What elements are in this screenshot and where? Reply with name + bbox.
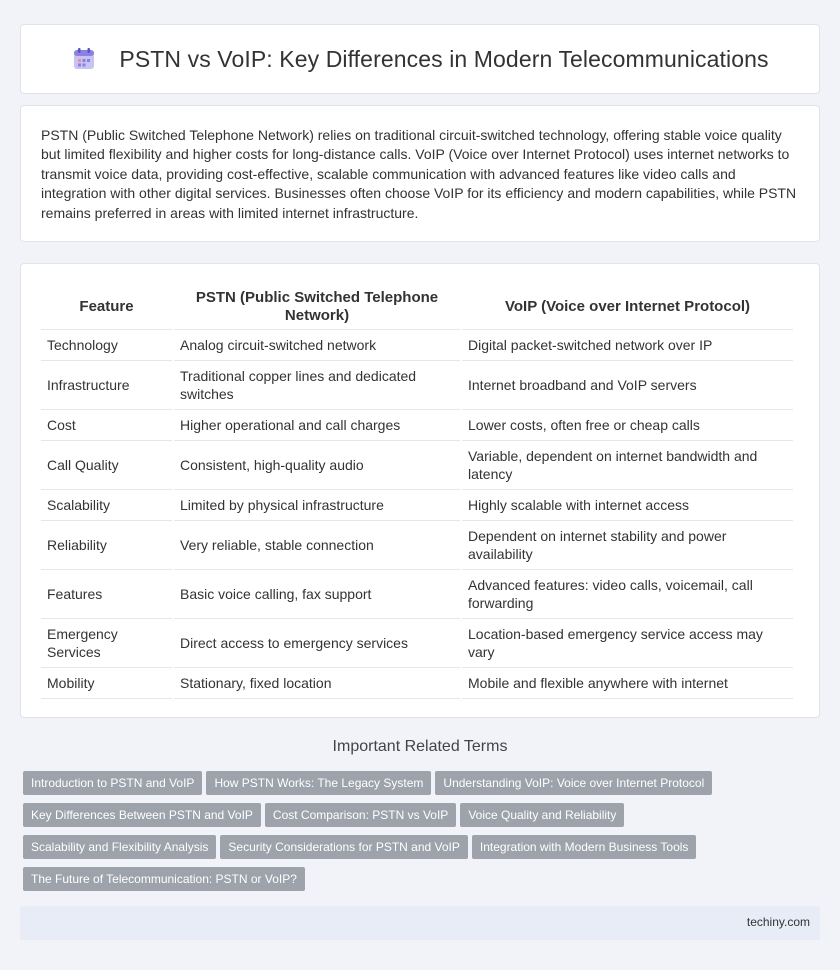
cell-feature: Mobility — [41, 668, 172, 699]
related-term-tag[interactable]: Understanding VoIP: Voice over Internet Protocol — [435, 771, 712, 795]
cell-feature: Call Quality — [41, 441, 172, 490]
table-row — [41, 441, 793, 490]
related-term-tag[interactable]: Security Considerations for PSTN and VoIP — [220, 835, 467, 859]
related-term-tag[interactable]: The Future of Telecommunication: PSTN or VoIP? — [23, 867, 305, 891]
cell-pstn: Analog circuit-switched network — [174, 330, 460, 361]
table-row — [41, 619, 793, 668]
cell-feature: Emergency Services — [41, 619, 172, 668]
cell-pstn: Stationary, fixed location — [174, 668, 460, 699]
cell-pstn: Limited by physical infrastructure — [174, 490, 460, 521]
cell-voip: Mobile and flexible anywhere with internet — [462, 668, 793, 699]
cell-voip: Dependent on internet stability and power availability — [462, 521, 793, 570]
table-row — [41, 570, 793, 619]
table-row — [41, 521, 793, 570]
related-term-tag[interactable]: Scalability and Flexibility Analysis — [23, 835, 216, 859]
footer — [20, 906, 820, 940]
table-row — [41, 668, 793, 699]
cell-feature: Reliability — [41, 521, 172, 570]
cell-voip: Internet broadband and VoIP servers — [462, 361, 793, 410]
cell-feature: Features — [41, 570, 172, 619]
cell-pstn: Higher operational and call charges — [174, 410, 460, 441]
intro-text: PSTN (Public Switched Telephone Network) relies on traditional circuit-switched technology, offering stable voice quality but limited flexibility and higher costs for long-distance calls. VoIP (Voice over Internet Protocol) uses internet networks to transmit voice data, providing cost-effective, scalable communication with advanced features like video calls and integration with other digital services. Businesses often choose VoIP for its efficiency and modern capabilities, while PSTN remains preferred in areas with limited internet infrastructure. — [41, 127, 797, 221]
cell-voip: Variable, dependent on internet bandwidth and latency — [462, 441, 793, 490]
cell-voip: Highly scalable with internet access — [462, 490, 793, 521]
related-term-tag[interactable]: Key Differences Between PSTN and VoIP — [23, 803, 261, 827]
comparison-table-card — [20, 263, 820, 718]
cell-pstn: Direct access to emergency services — [174, 619, 460, 668]
footer-site-link[interactable]: techiny.com — [746, 915, 810, 929]
header-pstn: PSTN (Public Switched Telephone Network) — [174, 284, 460, 330]
cell-feature: Technology — [41, 330, 172, 361]
page-title: PSTN vs VoIP: Key Differences in Modern Telecommunications — [119, 45, 769, 72]
cell-feature: Cost — [41, 410, 172, 441]
cell-voip: Advanced features: video calls, voicemail, call forwarding — [462, 570, 793, 619]
cell-voip: Digital packet-switched network over IP — [462, 330, 793, 361]
title-card — [20, 24, 820, 94]
table-row — [41, 410, 793, 441]
header-feature: Feature — [41, 284, 172, 330]
related-term-tag[interactable]: Cost Comparison: PSTN vs VoIP — [265, 803, 456, 827]
table-header-row — [41, 284, 793, 330]
cell-feature: Scalability — [41, 490, 172, 521]
related-term-tag[interactable]: Integration with Modern Business Tools — [472, 835, 697, 859]
table-row — [41, 361, 793, 410]
intro-card — [20, 105, 820, 242]
cell-pstn: Basic voice calling, fax support — [174, 570, 460, 619]
cell-pstn: Traditional copper lines and dedicated switches — [174, 361, 460, 410]
related-term-tag[interactable]: How PSTN Works: The Legacy System — [206, 771, 431, 795]
comparison-table — [39, 284, 795, 699]
table-row — [41, 330, 793, 361]
cell-voip: Lower costs, often free or cheap calls — [462, 410, 793, 441]
cell-pstn: Consistent, high-quality audio — [174, 441, 460, 490]
cell-pstn: Very reliable, stable connection — [174, 521, 460, 570]
related-terms-heading: Important Related Terms — [332, 738, 508, 755]
calendar-icon — [71, 46, 97, 72]
cell-voip: Location-based emergency service access may vary — [462, 619, 793, 668]
cell-feature: Infrastructure — [41, 361, 172, 410]
table-row — [41, 490, 793, 521]
header-voip: VoIP (Voice over Internet Protocol) — [462, 284, 793, 330]
related-term-tag[interactable]: Introduction to PSTN and VoIP — [23, 771, 202, 795]
related-term-tag[interactable]: Voice Quality and Reliability — [460, 803, 624, 827]
related-terms-list — [23, 771, 813, 899]
